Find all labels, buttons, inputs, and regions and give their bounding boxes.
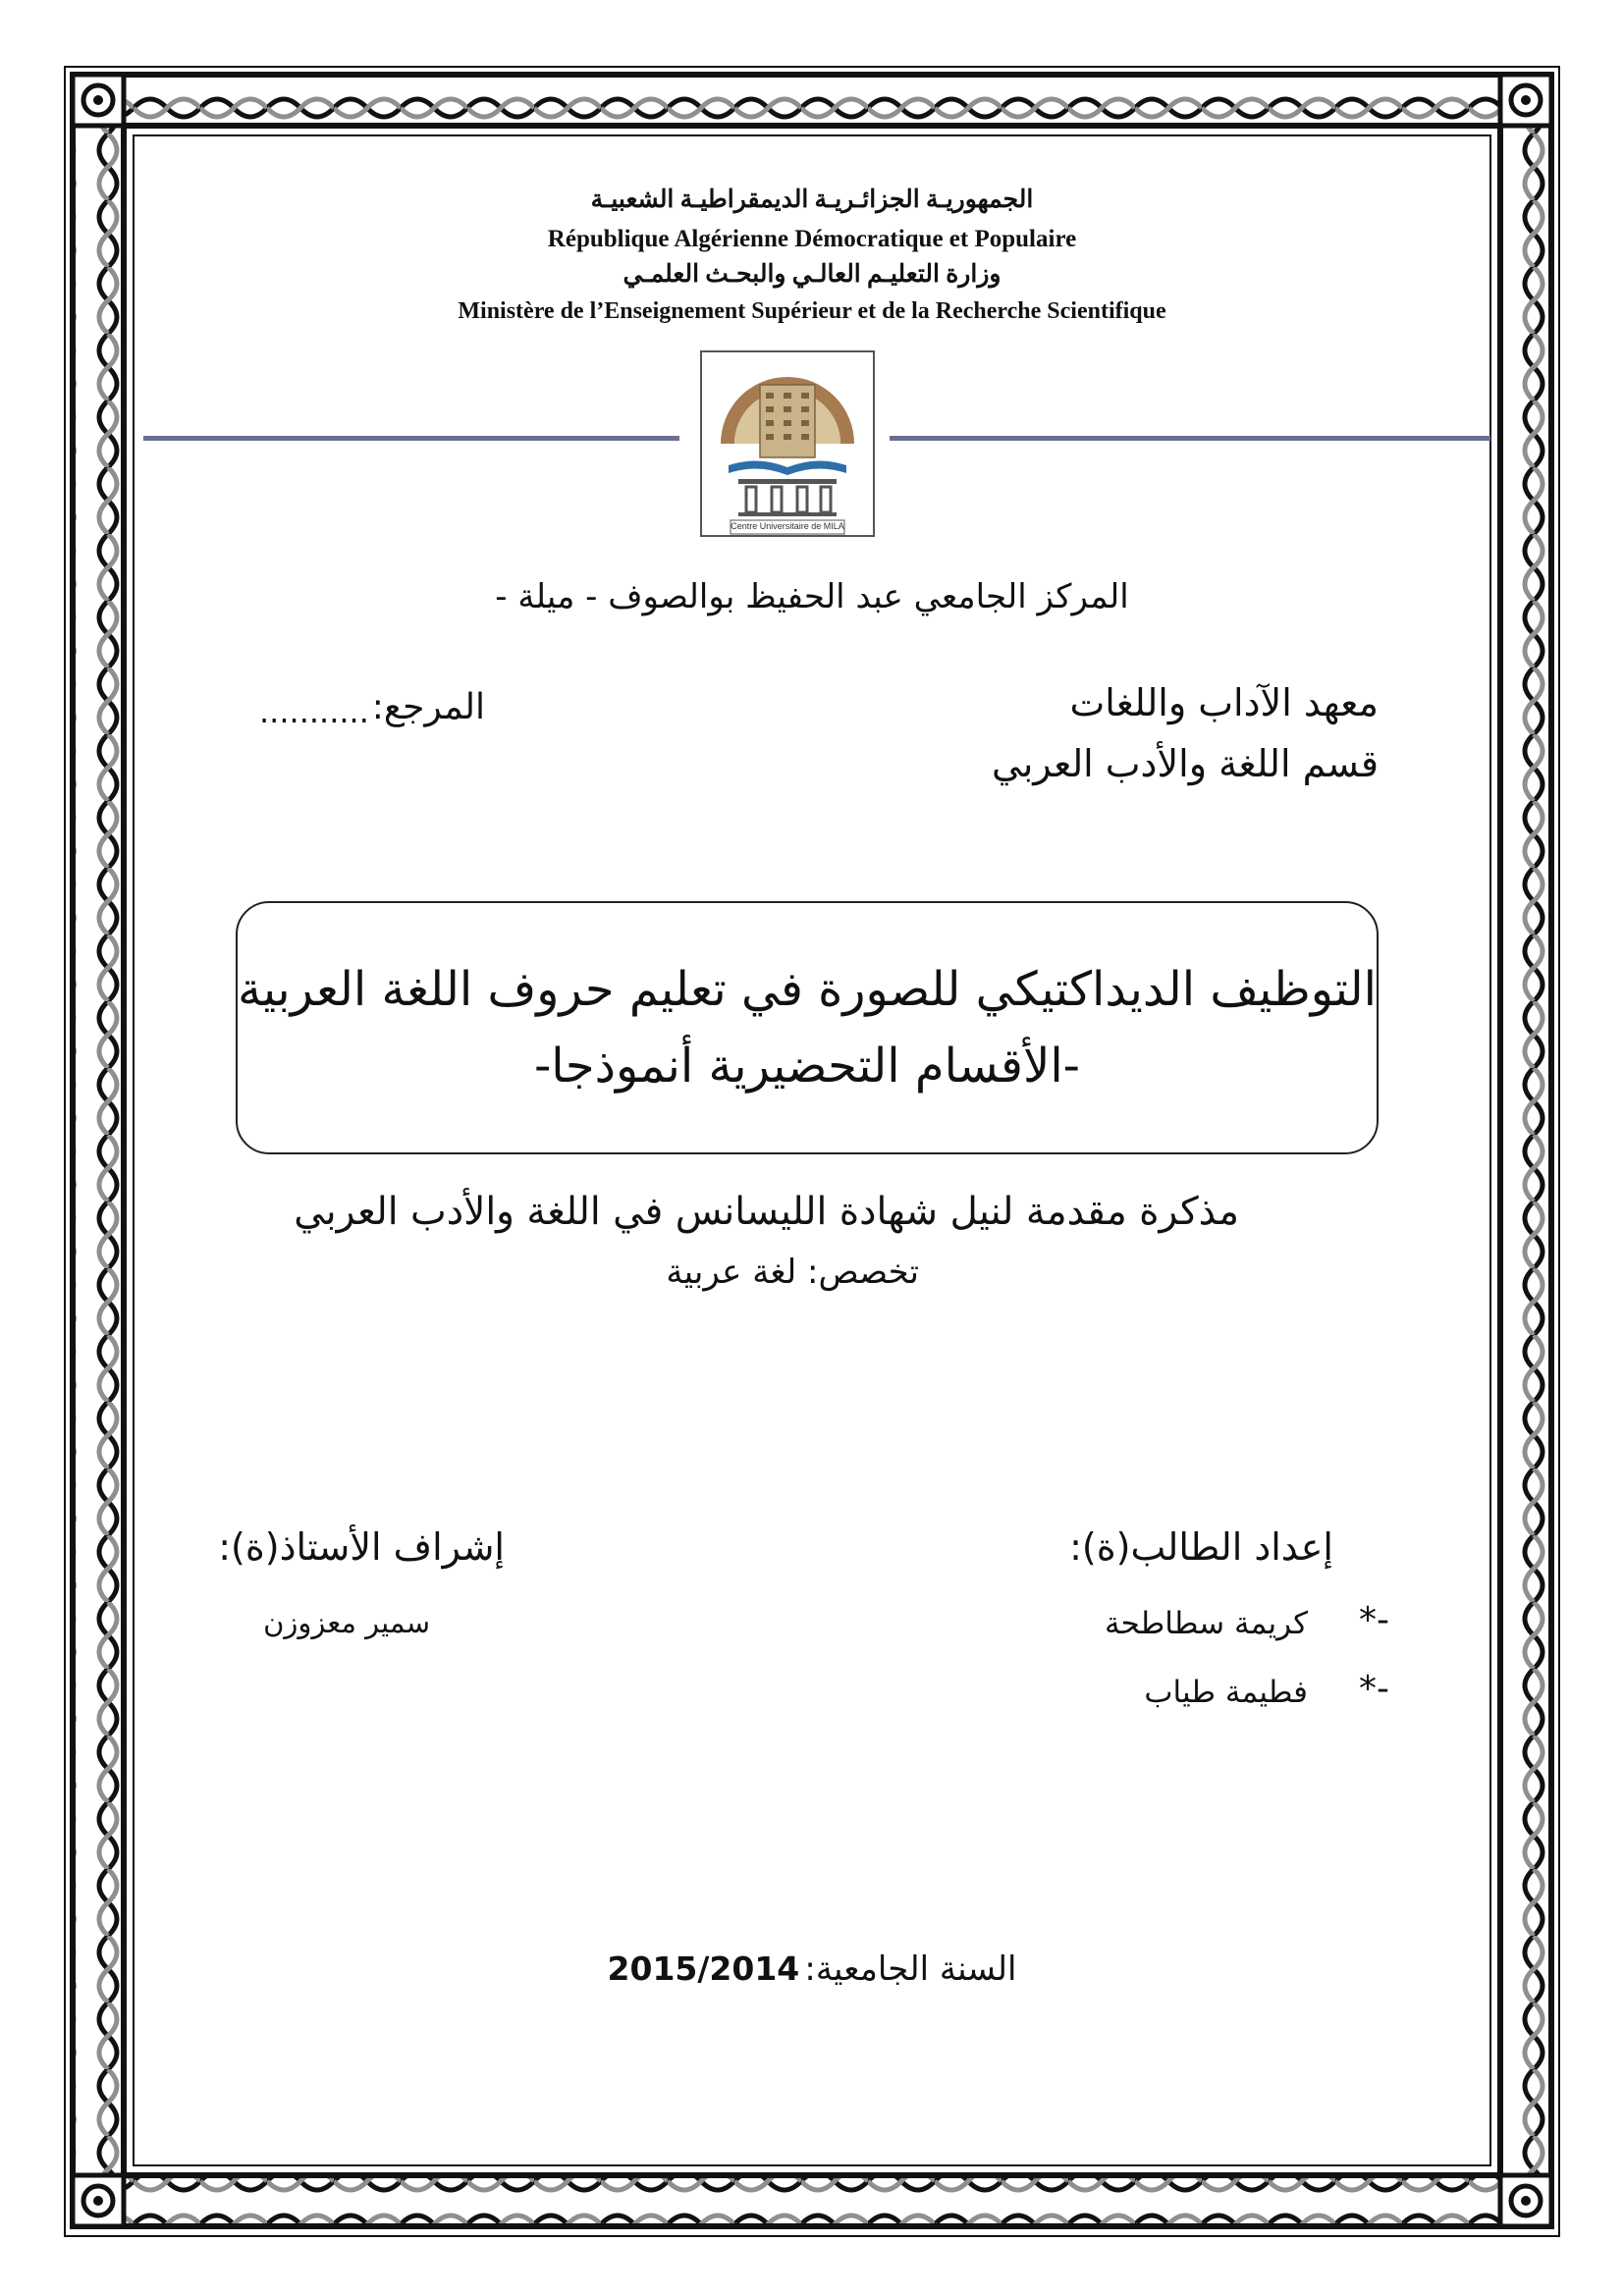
student-name-1: كريمة سطاطحة [1104, 1606, 1308, 1641]
institution-name: المركز الجامعي عبد الحفيظ بوالصوف - ميلة - [495, 577, 1129, 616]
republic-name-french: République Algérienne Démocratique et Populaire [547, 226, 1077, 252]
student-bullet-2: *- [1359, 1669, 1389, 1709]
ministry-name-arabic: وزارة التعليـم العالـي والبحـث العلمـي [623, 261, 1001, 288]
republic-name-arabic: الجمهوريـة الجزائـريـة الديمقراطيـة الشعبيـة [590, 187, 1034, 213]
ministry-name-french: Ministère de l’Enseignement Supérieur et de la Recherche Scientifique [458, 298, 1166, 324]
logo-caption: Centre Universitaire de MILA [731, 521, 844, 531]
header-rule-left [143, 436, 679, 441]
supervisor-name: سمير معزوزن [263, 1606, 430, 1639]
department-name: قسم اللغة والأدب العربي [992, 742, 1379, 785]
academic-year-label: السنة الجامعية: [804, 1949, 1017, 1989]
academic-year [0, 1949, 1624, 1989]
student-bullet-1: *- [1359, 1600, 1389, 1640]
students-label: إعداد الطالب(ة): [1069, 1525, 1333, 1569]
specialty: تخصص: لغة عربية [666, 1253, 919, 1292]
academic-year-value: 2015/2014 [607, 1949, 800, 1988]
thesis-title-line1: التوظيف الديداكتيكي للصورة في تعليم حروف اللغة العربية [238, 962, 1377, 1017]
institute-name: معهد الآداب واللغات [1069, 681, 1379, 724]
reference-label: المرجع: [371, 687, 485, 727]
header-rule-right [890, 436, 1490, 441]
thesis-title-box [236, 901, 1379, 1154]
degree-statement: مذكرة مقدمة لنيل شهادة الليسانس في اللغة والأدب العربي [294, 1190, 1239, 1234]
student-name-2: فطيمة طياب [1144, 1675, 1308, 1710]
supervisor-label: إشراف الأستاذ(ة): [218, 1525, 505, 1569]
university-building-icon [699, 349, 876, 538]
university-logo [699, 349, 876, 538]
reference-value: ........... [259, 693, 369, 730]
thesis-title-line2: -الأقسام التحضيرية أنموذجا- [533, 1039, 1080, 1094]
